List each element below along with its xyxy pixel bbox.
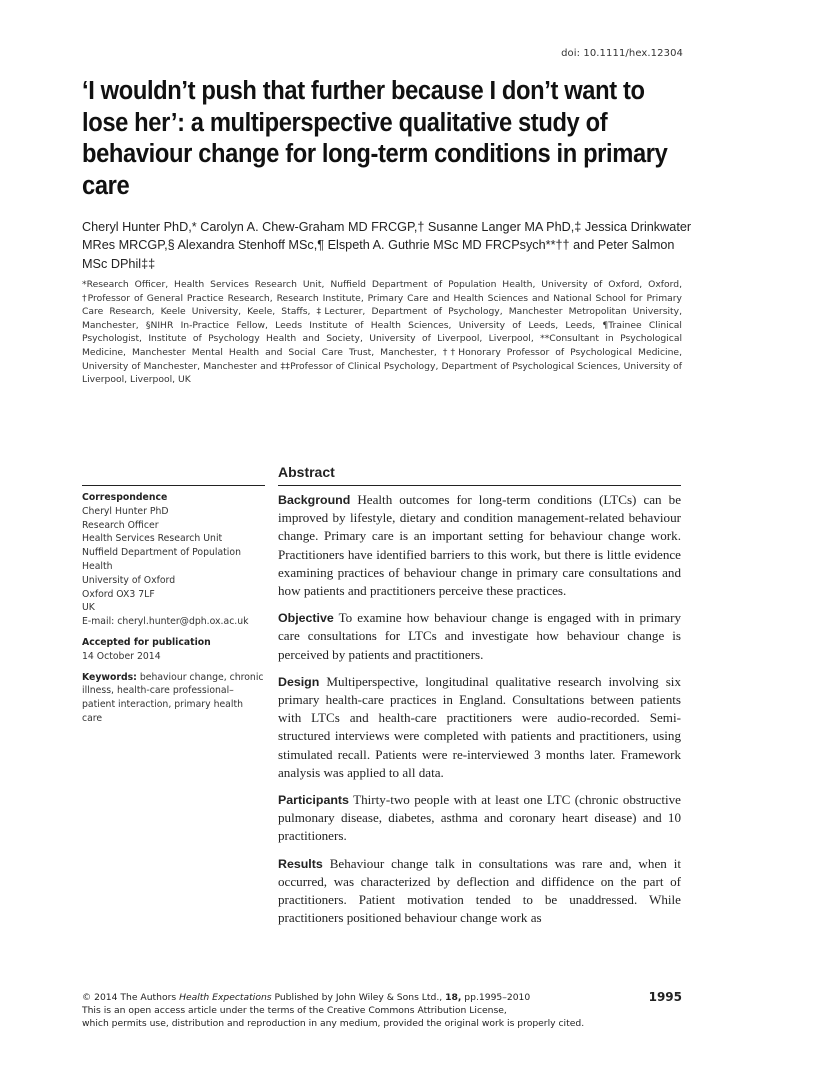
correspondence-block <box>82 491 265 629</box>
section-label: Objective <box>278 611 334 626</box>
footer-line-2: This is an open access article under the terms of the Creative Commons Attribution License, <box>82 1004 507 1016</box>
footer-line-1 <box>82 992 682 1005</box>
footer-copyright: © 2014 The Authors <box>82 992 180 1003</box>
sidebar <box>82 485 265 733</box>
section-label: Participants <box>278 793 349 808</box>
journal-name: Health Expectations <box>179 992 272 1003</box>
footer-line-3: which permits use, distribution and reproduction in any medium, provided the original work is properly cited. <box>82 1017 585 1029</box>
section-text: Multiperspective, longitudinal qualitative research involving six primary health-care practices in England. Consultations between patients with LTCs and health-care practitioners were audio-recorded. Semi-structured interviews were completed with patients and practitioners, using stimulated recall. Patients were re-interviewed 3 months later. Framework analysis was applied to all data. <box>278 673 681 780</box>
article-title: ‘I wouldn’t push that further because I don’t want to lose her’: a multiperspective qualitative study of behaviour change for long-term conditions in primary care <box>82 77 668 200</box>
correspondence-heading: Correspondence <box>82 492 168 503</box>
section-label: Results <box>278 856 323 871</box>
accepted-heading: Accepted for publication <box>82 636 211 648</box>
section-text: Thirty-two people with at least one LTC (chronic obstructive pulmonary disease, diabetes, asthma and coronary heart disease) and 10 practitioners. <box>278 792 681 844</box>
abstract-results <box>278 855 681 928</box>
sidebar-rule <box>82 485 265 486</box>
section-text: Health outcomes for long-term conditions (LTCs) can be improved by lifestyle, dietary and condition management-related behaviour change. Primary care is an important setting for behaviour change work. Practitioners have identified barriers to this work, but there is little evidence examining practices of behaviour change in primary care consultations and how patients and practitioners perceive these practices. <box>278 492 682 599</box>
correspondence-line: Oxford OX3 7LF <box>82 588 155 600</box>
doi: doi: 10.1111/hex.12304 <box>561 48 683 59</box>
abstract-objective <box>278 609 681 664</box>
volume: 18, <box>445 992 462 1003</box>
abstract-design <box>278 673 681 782</box>
affiliations: *Research Officer, Health Services Research Unit, Nuffield Department of Population Health, University of Oxford, Oxford, †Professor of General Practice Research, Research Institute, Primary Care and Health Sciences and National School for Primary Care Research, Keele University, Keele, Staffs, ‡Lecturer, Department of Psychology, Manchester Metropolitan University, Manchester, §NIHR In-Practice Fellow, Leeds Institute of Health Sciences, University of Leeds, Leeds, ¶Trainee Clinical Psychologist, Institute of Psychology Health and Society, University of Liverpool, Liverpool, **Consultant in Psychological Medicine, Manchester Mental Health and Social Care Trust, Manchester, ††Honorary Professor of Psychological Medicine, University of Manchester, Manchester and ‡‡Professor of Clinical Psychology, Department of Psychological Sciences, University of Liverpool, Liverpool, UK <box>82 279 682 386</box>
abstract <box>278 462 681 936</box>
copyright-footer <box>82 992 682 1030</box>
author-list: Cheryl Hunter PhD,* Carolyn A. Chew-Graham MD FRCGP,† Susanne Langer MA PhD,‡ Jessica Drinkwater MRes MRCGP,§ Alexandra Stenhoff MSc,¶ Elspeth A. Guthrie MSc MD FRCPsych**†† and Peter Salmon MSc DPhil‡‡ <box>82 219 692 271</box>
abstract-background <box>278 491 681 600</box>
correspondence-email[interactable]: E-mail: cheryl.hunter@dph.ox.ac.uk <box>82 616 249 628</box>
page-number: 1995 <box>648 990 682 1004</box>
correspondence-line: Health Services Research Unit <box>82 533 223 545</box>
page-range: pp.1995–2010 <box>461 992 531 1003</box>
correspondence-line: University of Oxford <box>82 574 176 586</box>
accepted-block <box>82 636 265 664</box>
section-label: Background <box>278 493 351 507</box>
correspondence-line: Research Officer <box>82 519 159 531</box>
accepted-date: 14 October 2014 <box>82 650 161 662</box>
section-text: Behaviour change talk in consultations was rare and, when it occurred, was characterized by deflection and diffidence on the part of practitioners. Patient motivation tended to be unaddressed. While practitioners positioned behaviour change work as <box>278 855 681 926</box>
abstract-participants <box>278 791 681 846</box>
keywords-text: behaviour change, chronic illness, health-care professional–patient interaction, primary health care <box>82 671 264 724</box>
keywords-label: Keywords: <box>82 671 137 683</box>
section-label: Design <box>278 674 320 689</box>
section-text: To examine how behaviour change is engaged with in primary care consultations for LTCs and investigate how behaviour change is perceived by patients and practitioners. <box>278 610 681 662</box>
correspondence-line: Nuffield Department of Population Health <box>82 547 241 572</box>
abstract-rule <box>278 485 681 486</box>
abstract-heading: Abstract <box>278 464 335 480</box>
footer-publisher: Published by John Wiley & Sons Ltd., <box>271 992 446 1003</box>
correspondence-line: UK <box>82 602 95 614</box>
keywords-block <box>82 671 265 726</box>
correspondence-line: Cheryl Hunter PhD <box>82 505 169 517</box>
